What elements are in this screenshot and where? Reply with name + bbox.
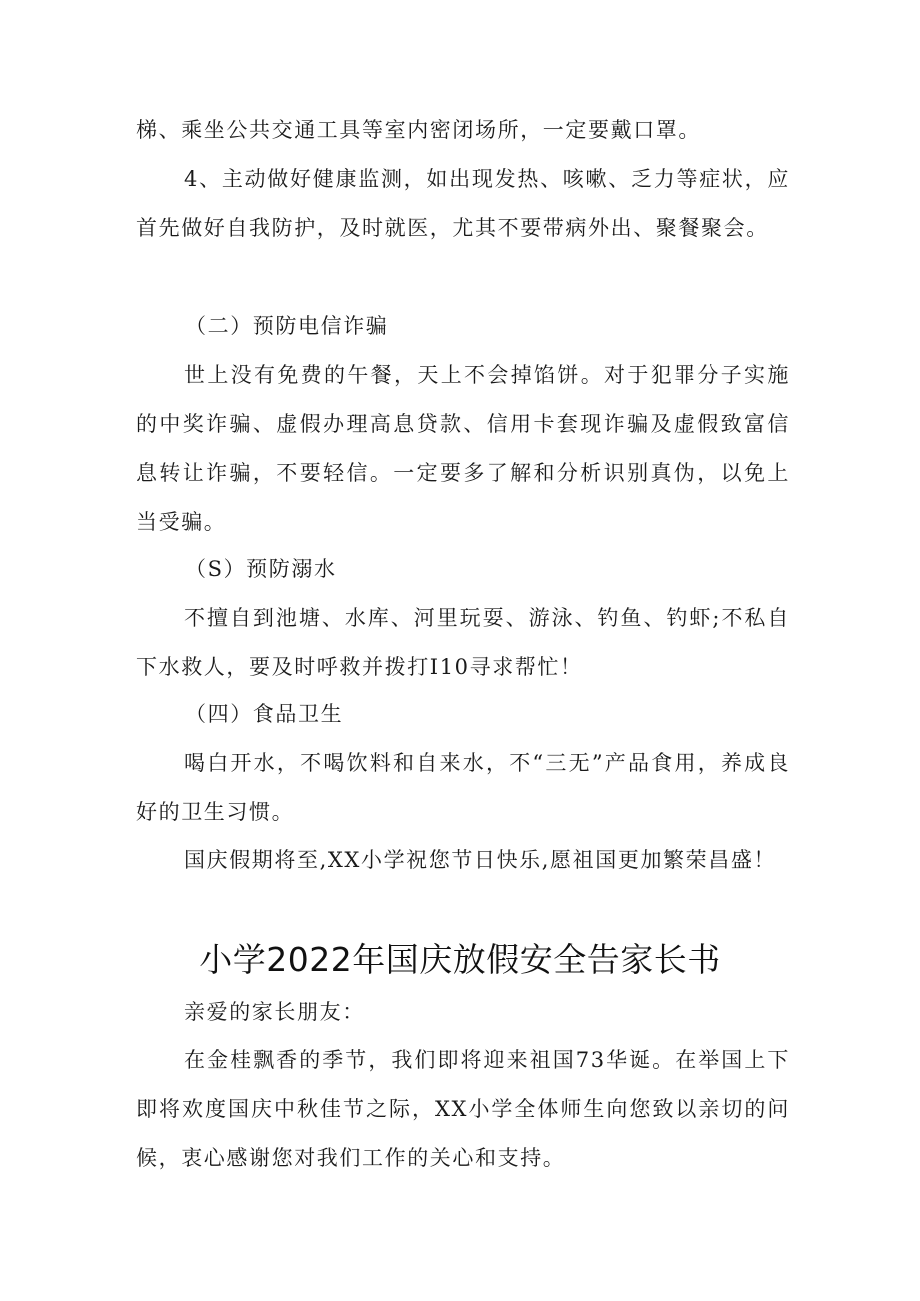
paragraph-mask-rule-end: 梯、乘坐公共交通工具等室内密闭场所，一定要戴口罩。 — [136, 118, 701, 142]
paragraph-telecom-fraud: 世上没有免费的午餐，天上不会掉馅饼。对于犯罪分子实施的中奖诈骗、虚假办理高息贷款、信用卡套现诈骗及虚假致富信息转让诈骗，不要轻信。一定要多了解和分析识别真伪，以免上当受骗。 — [136, 363, 790, 534]
salutation: 亲爱的家长朋友： — [184, 1000, 365, 1024]
section-heading-drowning: （S）预防溺水 — [185, 557, 337, 581]
section-heading-food-hygiene: （四）食品卫生 — [185, 702, 344, 726]
section-heading-telecom-fraud: （二）预防电信诈骗 — [185, 314, 389, 338]
paragraph-drowning: 不擅自到池塘、水库、河里玩耍、游泳、钓鱼、钓虾;不私自下水救人，要及时呼救并拨打I10寻求帮忙！ — [136, 606, 790, 679]
paragraph-food-hygiene: 喝白开水，不喝饮料和自来水，不“三无”产品食用，养成良好的卫生习惯。 — [136, 751, 790, 824]
paragraph-holiday-greeting: 国庆假期将至,XX小学祝您节日快乐,愿祖国更加繁荣昌盛！ — [184, 848, 777, 872]
document-title: 小学2022年国庆放假安全告家长书 — [199, 940, 721, 979]
paragraph-letter-intro: 在金桂飘香的季节，我们即将迎来祖国73华诞。在举国上下即将欢度国庆中秋佳节之际，XX小学全体师生向您致以亲切的问候，衷心感谢您对我们工作的关心和支持。 — [136, 1048, 790, 1170]
paragraph-health-monitoring: 4、主动做好健康监测，如出现发热、咳嗽、乏力等症状，应首先做好自我防护，及时就医，尤其不要带病外出、聚餐聚会。 — [136, 167, 790, 240]
